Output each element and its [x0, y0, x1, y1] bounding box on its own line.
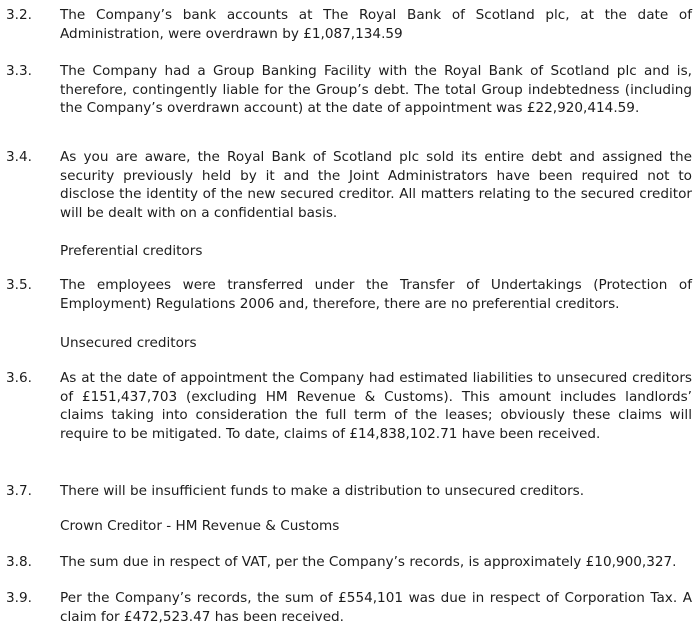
paragraph-text: There will be insufficient funds to make a distribution to unsecured creditors. — [60, 483, 585, 499]
paragraph-number: 3.8. — [6, 554, 32, 570]
paragraph-text: The Company had a Group Banking Facility with the Royal Bank of Scotland plc and is, therefore, contingently liable for the Group’s debt. The total Group indebtedness (including the Company’s overdrawn account) at the date of appointment was £22,920,414.59. — [60, 63, 692, 116]
heading-unsecured-creditors: Unsecured creditors — [60, 335, 197, 351]
paragraph-number: 3.9. — [6, 590, 32, 606]
paragraph-text: Per the Company’s records, the sum of £554,101 was due in respect of Corporation Tax. A claim for £472,523.47 has been received. — [60, 590, 692, 625]
paragraph-number: 3.7. — [6, 483, 32, 499]
heading-crown-creditor: Crown Creditor - HM Revenue & Customs — [60, 518, 340, 534]
heading-preferential-creditors: Preferential creditors — [60, 243, 203, 259]
paragraph-text: The sum due in respect of VAT, per the Company’s records, is approximately £10,900,327. — [60, 554, 677, 570]
paragraph-text: As at the date of appointment the Company had estimated liabilities to unsecured creditors of £151,437,703 (excluding HM Revenue & Customs). This amount includes landlords’ claims taking into consideration the full term of the leases; obviously these claims will require to be mitigated. To date, claims of £14,838,102.71 have been received. — [60, 370, 692, 442]
paragraph-text: As you are aware, the Royal Bank of Scotland plc sold its entire debt and assigned the security previously held by it and the Joint Administrators have been required not to disclose the identity of the new secured creditor. All matters relating to the secured creditor will be dealt with on a confidential basis. — [60, 149, 692, 221]
paragraph-number: 3.3. — [6, 63, 32, 79]
paragraph-number: 3.5. — [6, 277, 32, 293]
paragraph-number: 3.4. — [6, 149, 32, 165]
paragraph-text: The employees were transferred under the Transfer of Undertakings (Protection of Employment) Regulations 2006 and, therefore, there are no preferential creditors. — [60, 277, 692, 312]
paragraph-number: 3.6. — [6, 370, 32, 386]
paragraph-number: 3.2. — [6, 7, 32, 23]
paragraph-text: The Company’s bank accounts at The Royal Bank of Scotland plc, at the date of Administration, were overdrawn by £1,087,134.59 — [60, 7, 692, 42]
